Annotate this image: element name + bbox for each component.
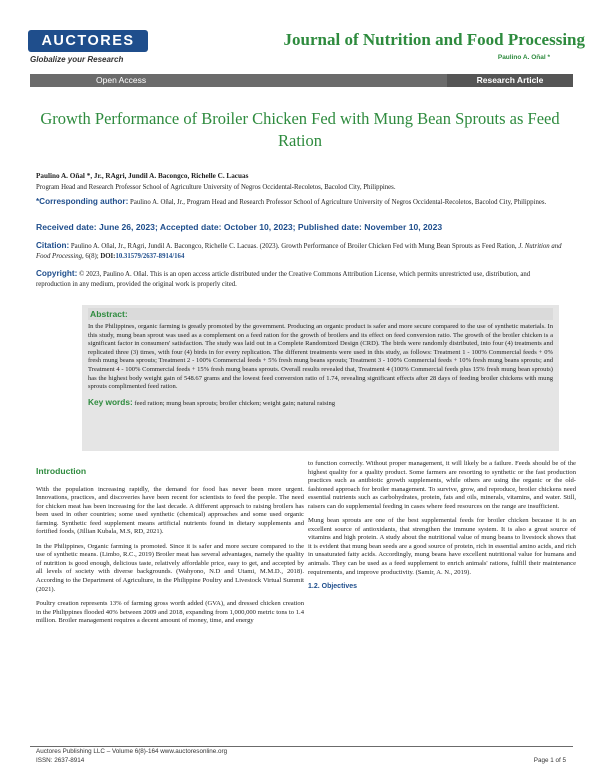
article-title: Growth Performance of Broiler Chicken Fed with Mung Bean Sprouts as Feed Ration (40, 109, 560, 150)
publisher-tagline: Globalize your Research (30, 55, 124, 64)
paragraph: Poultry creation represents 13% of farming gross worth added (GVA), and dressed chicken creation in the Philippines flooded 40% between 2009 and 2018, expanding from 1,000,000 metric tons to 1.4 million. Broiler management requires a decent amount of money, time, and energy (36, 600, 304, 625)
left-column (36, 460, 304, 632)
article-dates: Received date: June 26, 2023; Accepted date: October 10, 2023; Published date: November 10, 2023 (36, 222, 443, 232)
copyright-text: © 2023, Paulino A. Oñal. This is an open access article distributed under the Creative Commons Attribution License, which permits unrestricted use, distribution, and reproduction in any medium, provided the original work is properly cited. (36, 271, 531, 288)
right-column (308, 460, 576, 592)
corr-label: *Corresponding author: (36, 197, 129, 206)
keywords-label: Key words: (88, 396, 133, 407)
author-list: Paulino A. Oñal *, Jr., RAgri, Jundil A. Bacongco, Richelle C. Lacuas (36, 172, 249, 180)
abstract-text: In the Philippines, organic farming is greatly promoted by the government. Producing an organic product is safer and more secure compared to the use of synthetic materials. In this study, mung bean sprout was used as a complement on a feed ration for the growth of broilers and its effect on feed conversion ratio. The growth of the broiler chicken is a significant factor in consumers' satisfaction. The study was laid out in a Complete Randomized Design (CRD). The birds were randomly distributed, into four (4) treatments and replicated three (3) times, with four (4) birds in for every replication. The different treatments were used in this study, as follows: Treatment 1 - 100% Commercial feeds + 0% fresh mung beans sprouts; Treatment 2 - 100% Commercial feeds + 5% fresh mung beans sprouts; Treatment 3 - 100% Commercial feeds + 10% fresh mung beans sprouts; and Treatment 4 - 100% Commercial feeds + 15% fresh mung beans sprouts. Overall results revealed that, Treatment 4 (100% Commercial feeds plus 15% fresh mung bean sprouts) has the highest body weight gain of 548.67 grams and the lowest feed conversion ratio of 1.74, revealing significant effects after 28 days of feeding broiler chickens with mung sprouts complimented feed ration. (88, 323, 553, 391)
doi-label: DOI: (100, 252, 116, 260)
open-access-label: Open Access (96, 75, 147, 85)
article-type-label: Research Article (447, 74, 573, 87)
copyright-label: Copyright: (36, 269, 78, 278)
footer-issn: ISSN: 2637-8914 (36, 757, 85, 764)
paragraph: In the Philippines, Organic farming is promoted. Since it is safer and more secure compared to the use of synthetic means. (Limbo, R.C., 2019) Broiler meat has several advantages, namely the quality of nutrition is good enough, delicious taste, relatively affordable price, easy to get, and accepted by all levels of society with diverse backgrounds. (Wahyono, N.D and Utami, M.M.D., 2018). According to the Department of Agriculture, in the Philippine Poultry and Livestock Virtual Summit (2021). (36, 542, 304, 593)
intro-heading: Introduction (36, 466, 87, 476)
objectives-heading: 1.2. Objectives (308, 583, 358, 591)
affiliation: Program Head and Research Professor School of Agriculture University of Negros Occidental-Recoletos, Bacolod City, Philippines. (36, 184, 396, 191)
abstract-box (82, 305, 559, 451)
copyright (36, 269, 566, 289)
citation-label: Citation: (36, 241, 70, 250)
citation-vol: 6(8); (85, 252, 99, 260)
header-bar (30, 74, 573, 87)
citation (36, 241, 566, 261)
publisher-logo: AUCTORES (28, 30, 148, 52)
paragraph: Mung bean sprouts are one of the best supplemental feeds for broiler chicken because it is an excellent source of antioxidants, that strengthen the immune system. It is also a great source of vitamins and high protein. A study about the nutritional value of mung beans to livestock shows that it is evident that mung bean seeds are a good source of protein, rich in essential amino acids, and rich in unsaturated fatty acids. Accordingly, mung beans have excellent nutritional value for humans and animals. They can be used as a feed supplement to enrich animals' rations, fulfill their maintenance requirements, and improve productivity. (Samir, A. N., 2019). (308, 517, 576, 576)
keywords-text: feed ration; mung bean sprouts; broiler chicken; weight gain; natural raising (134, 399, 336, 407)
paragraph: to function correctly. Without proper management, it will likely be a failure. Feeds should be of the highest quality for a quality product. Some farmers are resorting to synthetic or the fast production practices such as antibiotic growth supplements, while others are using the organic or the old-fashioned approach for broiler management. To survive, grow, and reproduce, broiler chickens need essential nutrients such as carbohydrates, protein, fats and oils, minerals, vitamins, and water. Still, raisers can do supplemental feeding in cases where feed resources on the range are insufficient. (308, 460, 576, 510)
keywords (88, 397, 553, 407)
citation-journal: J. Nutrition and Food Processing, (36, 243, 562, 260)
running-author: Paulino A. Oñal * (497, 54, 550, 61)
corr-text: Paulino A. Oñal, Jr., Program Head and Research Professor School of Agriculture University of Negros Occidental-Recoletos, Bacolod City, Philippines. (130, 199, 547, 206)
paragraph: With the population increasing rapidly, the demand for food has never been more urgent. Innovations, practices, and discoveries have been recent for scientists to feed the people. The need for chicken meat has been increasing for the last decade. A different approach to raising broilers has been used in other countries; some used synthetic (chemical) approaches and some used organic farming. Synthetic feed supplement means artificial nutrients found in dietary supplements and fortified foods, (Jillian Kubala, M.S, RD, 2021). (36, 485, 304, 536)
doi-link[interactable]: 10.31579/2637-8914/164 (115, 252, 185, 260)
footer-rule (30, 746, 573, 747)
corresponding-author (36, 197, 566, 208)
page-number: Page 1 of 5 (533, 757, 566, 764)
journal-title: Journal of Nutrition and Food Processing (283, 30, 585, 49)
footer-publisher: Auctores Publishing LLC – Volume 6(8)-164 www.auctoresonline.org (36, 748, 228, 755)
abstract-heading: Abstract: (88, 308, 553, 320)
citation-text: Paulino A. Oñal, Jr., RAgri, Jundil A. Bacongco, Richelle C. Lacuas. (2023). Growth Performance of Broiler Chicken Fed with Mung Bean Sprouts as Feed Ration, (70, 243, 517, 250)
